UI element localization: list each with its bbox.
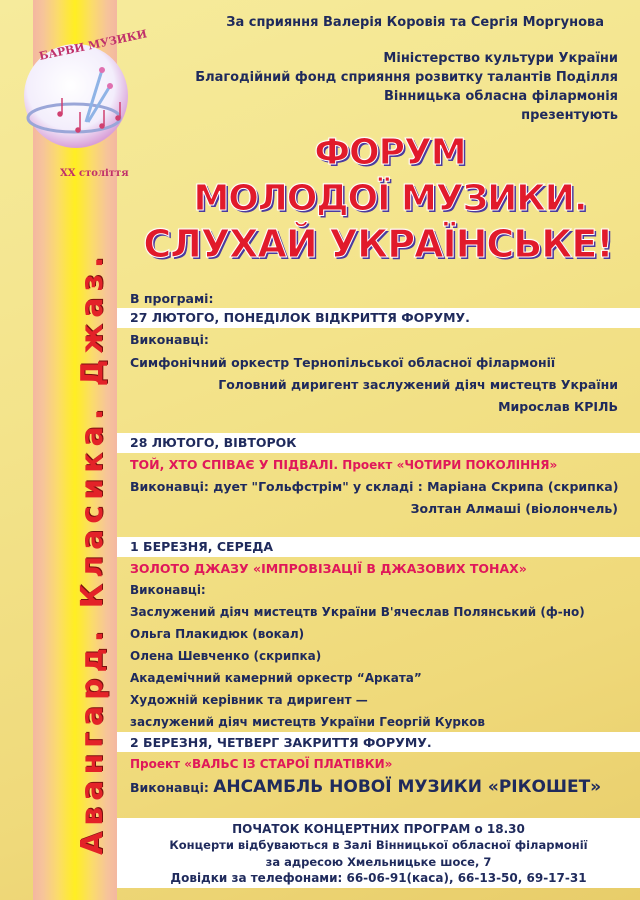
day-1-date: 27 ЛЮТОГО, ПОНЕДІЛОК ВІДКРИТТЯ ФОРУМУ. [130, 310, 470, 325]
sponsor-line-5: презентують [521, 108, 618, 123]
footer-venue: Концерти відбуваються в Залі Вінницької обласної філармонії [169, 838, 588, 852]
day-3-line-4: Академічний камерний оркестр “Арката” [130, 671, 422, 685]
title-line-2: МОЛОДОЇ МУЗИКИ. [193, 178, 587, 219]
day-2-line-2: Золтан Алмаші (віолончель) [410, 501, 618, 516]
sponsor-line-4: Вінницька обласна філармонія [384, 89, 618, 104]
day-3-line-5: Художній керівник та диригент — [130, 693, 368, 707]
day-3-line-3: Олена Шевченко (скрипка) [130, 649, 322, 663]
day-3-date: 1 БЕРЕЗНЯ, СЕРЕДА [130, 539, 274, 554]
footer-phones: Довідки за телефонами: 66-06-91(каса), 66-13-50, 69-17-31 [170, 871, 587, 885]
day-2-line-1: Виконавці: дует "Гольфстрім" у складі : Маріана Скрипа (скрипка) [130, 479, 619, 494]
day-1-line-3: Мирослав КРІЛЬ [498, 399, 618, 414]
day-4-project: Проект «ВАЛЬС ІЗ СТАРОЇ ПЛАТІВКИ» [130, 757, 393, 771]
day-4-date: 2 БЕРЕЗНЯ, ЧЕТВЕРГ ЗАКРИТТЯ ФОРУМУ. [130, 735, 432, 750]
day-4-ensemble: АНСАМБЛЬ НОВОЇ МУЗИКИ «РІКОШЕТ» [213, 777, 602, 797]
footer-start-time: ПОЧАТОК КОНЦЕРТНИХ ПРОГРАМ о 18.30 [232, 822, 525, 836]
day-3-line-6: заслужений діяч мистецтв України Георгій Курков [130, 715, 485, 729]
day-3-line-1: Заслужений діяч мистецтв України В'ячеслав Полянський (ф-но) [130, 605, 585, 619]
sponsor-line-2: Міністерство культури України [383, 51, 618, 66]
day-2-project-name: Проект «ЧОТИРИ ПОКОЛІННЯ» [338, 458, 558, 472]
day-1-performers-label: Виконавці: [130, 332, 209, 347]
day-2-project [130, 457, 557, 472]
day-2-project-title: ТОЙ, ХТО СПІВАЄ У ПІДВАЛІ. [130, 457, 339, 472]
footer-address: за адресою Хмельницьке шосе, 7 [265, 855, 492, 869]
day-1-line-2: Головний диригент заслужений діяч мистецтв України [218, 377, 618, 392]
day-3-line-2: Ольга Плакидюк (вокал) [130, 627, 305, 641]
sponsor-line-3: Благодійний фонд сприяння розвитку талантів Поділля [195, 70, 618, 85]
day-4-performers [130, 777, 601, 797]
genres-vertical-banner: Авангард. Класика. Джаз. [75, 250, 110, 855]
barvy-muzyky-logo [12, 18, 149, 179]
day-4-performers-label: Виконавці: [130, 780, 214, 795]
day-2-date: 28 ЛЮТОГО, ВІВТОРОК [130, 435, 297, 450]
title-line-1: ФОРУМ [314, 132, 466, 173]
svg-text:XX століття: XX століття [60, 168, 129, 179]
svg-text:БАРВИ МУЗИКИ: БАРВИ МУЗИКИ [37, 27, 149, 63]
day-3-performers-label: Виконавці: [130, 583, 206, 597]
day-1-line-1: Симфонічний оркестр Тернопільської обласної філармонії [130, 355, 556, 370]
day-3-project: ЗОЛОТО ДЖАЗУ «ІМПРОВІЗАЦІЇ В ДЖАЗОВИХ ТОНАХ» [130, 561, 527, 576]
program-intro: В програмі: [130, 291, 214, 306]
sponsor-line-1: За сприяння Валерія Коровія та Сергія Моргунова [226, 15, 604, 30]
title-line-3: СЛУХАЙ УКРАЇНСЬКЕ! [143, 222, 613, 266]
logo-emblem-icon [12, 18, 149, 179]
